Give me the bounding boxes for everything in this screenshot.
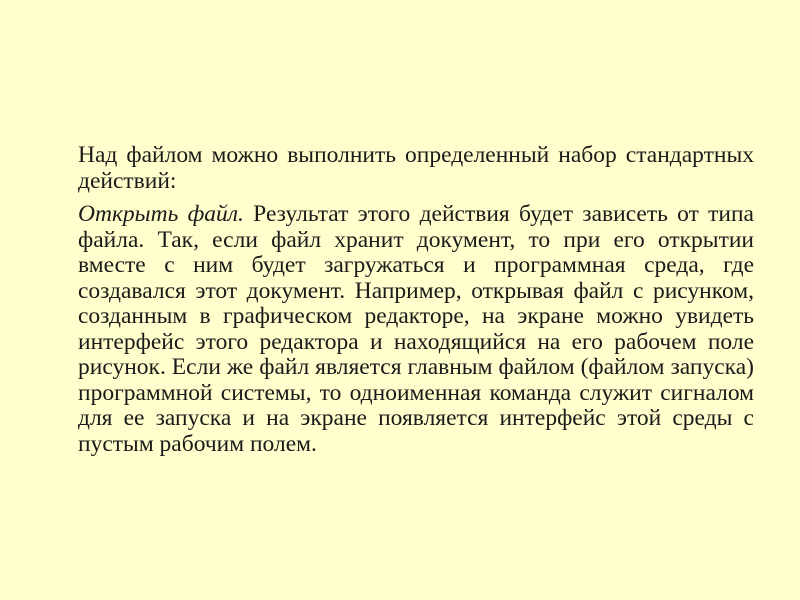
open-file-description: Результат этого действия будет зависеть от типа файла. Так, если файл хранит документ, то при его открытии вместе с ним будет загружаться и программная среда, где создавался этот документ. Например, открывая файл с рисунком, созданным в графическом редакторе, на экране можно увидеть интерфейс этого редактора и находящийся на его рабочем поле рисунок. Если же файл является главным файлом (файлом запуска) программной системы, то одноименная команда служит сигналом для ее запуска и на экране появляется интерфейс этой среды с пустым рабочим полем. [78, 201, 754, 457]
open-file-paragraph [78, 202, 754, 457]
slide-text-block [78, 143, 754, 457]
open-file-term: Открыть файл. [78, 201, 244, 227]
intro-paragraph-text: Над файлом можно выполнить определенный набор стандартных действий: [78, 142, 754, 194]
intro-paragraph [78, 143, 754, 194]
